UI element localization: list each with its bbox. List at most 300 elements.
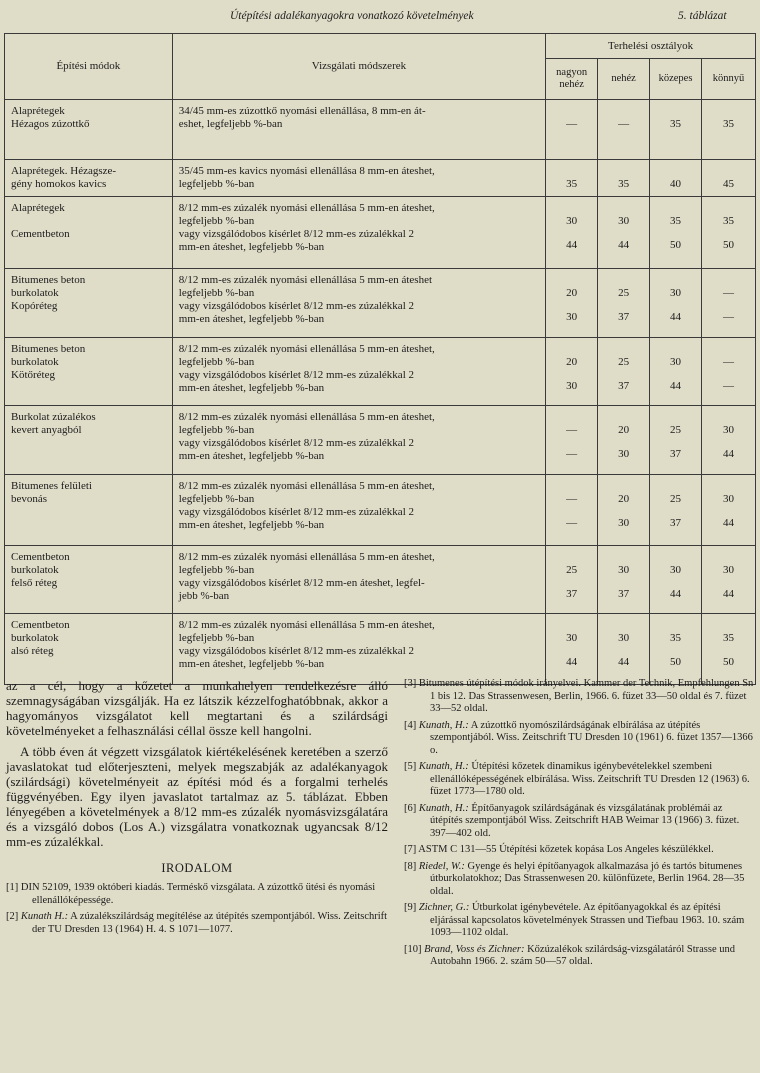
mode-line: Hézagos zúzottkő — [11, 118, 90, 130]
value: 30 — [566, 215, 578, 227]
method-line: legfeljebb %-ban — [178, 215, 255, 227]
spacer — [702, 551, 755, 564]
spacer — [546, 165, 597, 178]
method-line: vagy vizsgálódobos kísérlet 8/12 mm-es zúzalékkal 2 — [178, 506, 414, 518]
value: — — [618, 118, 630, 130]
value: 30 — [670, 356, 681, 368]
value-cell — [701, 338, 755, 406]
value-cell — [598, 160, 650, 197]
construction-mode-cell — [5, 338, 173, 406]
table-row — [5, 100, 756, 160]
test-method-cell — [172, 100, 545, 160]
method-line: 8/12 mm-es zúzalék nyomási ellenállása 5 mm-en áteshet, — [178, 551, 435, 563]
references-left — [6, 882, 388, 936]
method-line: legfeljebb %-ban — [178, 287, 255, 299]
reference-number: [1] — [6, 882, 19, 893]
method-line: vagy vizsgálódobos kísérlet 8/12 mm-es zúzalékkal 2 — [178, 369, 414, 381]
spacer — [598, 228, 649, 239]
value-cell — [598, 614, 650, 685]
reference-item — [404, 944, 754, 969]
value-cell — [598, 338, 650, 406]
load-class-header: nagyon nehéz — [546, 59, 598, 100]
value: 44 — [618, 239, 630, 251]
value: 30 — [618, 632, 630, 644]
method-line: mm-en áteshet, legfeljebb %-ban — [178, 658, 325, 670]
spacer — [650, 343, 701, 356]
value: 37 — [670, 517, 681, 529]
value: 20 — [566, 356, 578, 368]
spacer — [650, 369, 701, 380]
spacer — [546, 369, 597, 380]
value: 44 — [670, 380, 681, 392]
mode-line: burkolatok — [11, 632, 59, 644]
spacer — [650, 645, 701, 656]
value: — — [722, 287, 734, 299]
value: 37 — [618, 311, 630, 323]
spacer — [702, 411, 755, 424]
spacer — [650, 577, 701, 588]
reference-item — [404, 761, 754, 799]
value: 30 — [722, 493, 734, 505]
method-line: legfeljebb %-ban — [178, 632, 255, 644]
spacer — [702, 577, 755, 588]
method-line: 8/12 mm-es zúzalék nyomási ellenállása 5 mm-en áteshet, — [178, 619, 435, 631]
value-cell — [546, 160, 598, 197]
reference-number: [4] — [404, 719, 417, 731]
paragraph: A több éven át végzett vizsgálatok kiértékelésének keretében a szerző javaslatokat tud előterjeszteni, melyek megszabják az adalékanyagok (szilárdsági) követelményeit az építési mód és a forgalmi terhelés függvényében. Egy ilyen javaslatot tartalmaz az 5. táblázat. Ebben lényegében a követelmények a 8/12 mm-es zúzalék nyomásvizsgálatára és a vizsgáló dobos (Los A.) vizsgálatra vonatkoznak ugyancsak 8/12 mm-es zúzalékkal. — [6, 744, 388, 849]
value-cell — [598, 475, 650, 546]
value: 37 — [670, 448, 681, 460]
value-cell — [546, 614, 598, 685]
table-row — [5, 475, 756, 546]
spacer — [546, 105, 597, 118]
references-right — [404, 678, 754, 973]
value-cell — [598, 269, 650, 338]
spacer — [546, 228, 597, 239]
spacer — [702, 300, 755, 311]
value: 20 — [618, 493, 630, 505]
mode-line: burkolatok — [11, 356, 59, 368]
value: 45 — [722, 178, 734, 190]
value: 35 — [670, 118, 681, 130]
value-cell — [650, 269, 702, 338]
value: 35 — [722, 632, 734, 644]
value: — — [722, 380, 734, 392]
value-cell — [546, 546, 598, 614]
reference-text: DIN 52109, 1939 októberi kiadás. Terméskő vizsgálata. A zúzottkő ütési és nyomási ellenállóképessége. — [20, 882, 376, 906]
value-cell — [701, 406, 755, 475]
value: 44 — [566, 239, 578, 251]
method-line: vagy vizsgálódobos kísérlet 8/12 mm-es zúzalékkal 2 — [178, 228, 414, 240]
reference-text: Építőanyagok szilárdságának és vizsgálatának problémái az útépítés szempontjából Wiss. Zeitschrift HAB Weimar 13 (1966) 3. füzet. 397—402 old. — [430, 802, 740, 839]
spacer — [650, 165, 701, 178]
reference-item — [6, 911, 388, 936]
method-line: 8/12 mm-es zúzalék nyomási ellenállása 5 mm-en áteshet, — [178, 202, 435, 214]
construction-mode-cell — [5, 100, 173, 160]
reference-number: [6] — [404, 802, 417, 814]
spacer — [650, 619, 701, 632]
method-line: mm-en áteshet, legfeljebb %-ban — [178, 313, 325, 325]
reference-number: [10] — [404, 943, 422, 955]
left-column — [6, 678, 388, 940]
table-row — [5, 338, 756, 406]
spacer — [702, 619, 755, 632]
mode-line — [11, 215, 168, 228]
value: 35 — [670, 215, 681, 227]
test-method-cell — [172, 160, 545, 197]
method-line: 34/45 mm-es zúzottkő nyomási ellenállása, 8 mm-en át- — [178, 105, 426, 117]
value: 35 — [722, 215, 734, 227]
value: 44 — [722, 517, 734, 529]
reference-item — [404, 844, 754, 857]
spacer — [546, 411, 597, 424]
method-line: legfeljebb %-ban — [178, 356, 255, 368]
value-cell — [650, 100, 702, 160]
value: 50 — [670, 239, 681, 251]
spacer — [650, 506, 701, 517]
value: 44 — [618, 656, 630, 668]
value-cell — [701, 269, 755, 338]
spacer — [650, 437, 701, 448]
value: 44 — [670, 311, 681, 323]
method-line: 8/12 mm-es zúzalék nyomási ellenállása 5 mm-en áteshet — [178, 274, 433, 286]
reference-number: [3] — [404, 678, 417, 689]
construction-mode-cell — [5, 546, 173, 614]
method-line: 8/12 mm-es zúzalék nyomási ellenállása 5 mm-en áteshet, — [178, 480, 435, 492]
spacer — [598, 645, 649, 656]
method-line: legfeljebb %-ban — [178, 493, 255, 505]
spacer — [702, 506, 755, 517]
mode-line: burkolatok — [11, 564, 59, 576]
method-line: legfeljebb %-ban — [178, 564, 255, 576]
mode-line: Burkolat zúzalékos — [11, 411, 96, 423]
method-line: 8/12 mm-es zúzalék nyomási ellenállása 5 mm-en áteshet, — [178, 343, 435, 355]
test-method-cell — [172, 406, 545, 475]
test-method-cell — [172, 475, 545, 546]
value: 50 — [670, 656, 681, 668]
spacer — [546, 343, 597, 356]
spacer — [546, 645, 597, 656]
table-caption: Útépítési adalékanyagokra vonatkozó követelmények — [230, 10, 474, 22]
value-cell — [701, 475, 755, 546]
mode-line: Alaprétegek — [11, 202, 65, 214]
spacer — [546, 274, 597, 287]
mode-line: gény homokos kavics — [11, 178, 107, 190]
reference-text: Gyenge és helyi építőanyagok alkalmazása jó és tartós bitumenes útburkolatokhoz; Das Strassenwesen 20. különfüzete, Berlin 1964. 28—35 oldal. — [430, 860, 745, 897]
references-heading: IRODALOM — [161, 861, 233, 875]
spacer — [650, 228, 701, 239]
table-row — [5, 406, 756, 475]
mode-line: Bitumenes beton — [11, 343, 86, 355]
value: 25 — [670, 493, 681, 505]
spacer — [546, 202, 597, 215]
construction-mode-cell — [5, 475, 173, 546]
value: — — [566, 424, 578, 436]
method-line: vagy vizsgálódobos kísérlet 8/12 mm-es zúzalékkal 2 — [178, 300, 414, 312]
value: 44 — [722, 588, 734, 600]
construction-mode-cell — [5, 406, 173, 475]
value: 30 — [670, 287, 681, 299]
value: 25 — [566, 564, 578, 576]
load-class-header: nehéz — [598, 59, 650, 100]
value: 25 — [670, 424, 681, 436]
value-cell — [546, 338, 598, 406]
value: 44 — [566, 656, 578, 668]
spacer — [598, 480, 649, 493]
method-line: jebb %-ban — [178, 590, 230, 602]
value-cell — [598, 100, 650, 160]
reference-author: Kunath, H.: — [418, 719, 469, 731]
spacer — [546, 506, 597, 517]
test-method-cell — [172, 546, 545, 614]
value-cell — [650, 406, 702, 475]
value: 30 — [670, 564, 681, 576]
value: 30 — [618, 215, 630, 227]
spacer — [598, 369, 649, 380]
spacer — [546, 480, 597, 493]
value-cell — [650, 546, 702, 614]
requirements-table — [4, 33, 756, 685]
table-row — [5, 197, 756, 269]
spacer — [546, 577, 597, 588]
spacer — [598, 300, 649, 311]
value-cell — [598, 406, 650, 475]
construction-mode-cell — [5, 197, 173, 269]
spacer — [702, 645, 755, 656]
value-cell — [701, 614, 755, 685]
method-line: legfeljebb %-ban — [178, 178, 255, 190]
mode-line: Bitumenes felületi — [11, 480, 92, 492]
page-header — [0, 10, 760, 30]
method-line: legfeljebb %-ban — [178, 424, 255, 436]
spacer — [650, 300, 701, 311]
col-header-load: Terhelési osztályok — [546, 34, 756, 59]
method-line: 35/45 mm-es kavics nyomási ellenállása 8 mm-en áteshet, — [178, 165, 435, 177]
reference-item — [6, 882, 388, 907]
spacer — [546, 551, 597, 564]
value: 37 — [618, 588, 630, 600]
method-line: mm-en áteshet, legfeljebb %-ban — [178, 519, 325, 531]
spacer — [598, 506, 649, 517]
value-cell — [598, 546, 650, 614]
load-class-header: könnyű — [701, 59, 755, 100]
value: 44 — [722, 448, 734, 460]
table-row — [5, 614, 756, 685]
table-row — [5, 546, 756, 614]
method-line: vagy vizsgálódobos kísérlet 8/12 mm-en áteshet, legfel- — [178, 577, 425, 589]
value-cell — [701, 160, 755, 197]
spacer — [598, 577, 649, 588]
value-cell — [650, 160, 702, 197]
reference-item — [404, 720, 754, 758]
value: 30 — [566, 311, 578, 323]
reference-text: Bitumenes útépítési módok irányelvei. Kammer der Technik, Empfehlungen Sn 1 bis 12. Das Strassenwesen, Berlin, 1966. 6. füzet 33—50 oldal és 7. füzet 33—52 oldal. — [418, 678, 754, 714]
spacer — [598, 619, 649, 632]
mode-line: Kopóréteg — [11, 300, 58, 312]
value: 20 — [566, 287, 578, 299]
col-header-method: Vizsgálati módszerek — [172, 34, 545, 100]
reference-item — [404, 861, 754, 899]
value-cell — [701, 546, 755, 614]
value: 30 — [566, 632, 578, 644]
value: 30 — [722, 424, 734, 436]
spacer — [702, 369, 755, 380]
method-line: mm-en áteshet, legfeljebb %-ban — [178, 382, 325, 394]
table-row — [5, 269, 756, 338]
spacer — [702, 437, 755, 448]
mode-line: burkolatok — [11, 287, 59, 299]
value: 35 — [566, 178, 578, 190]
spacer — [702, 202, 755, 215]
spacer — [598, 274, 649, 287]
value: 35 — [618, 178, 630, 190]
test-method-cell — [172, 338, 545, 406]
reference-author: Kunath, H.: — [418, 802, 469, 814]
value-cell — [598, 197, 650, 269]
value-cell — [546, 197, 598, 269]
spacer — [650, 274, 701, 287]
reference-item — [404, 678, 754, 716]
spacer — [598, 202, 649, 215]
test-method-cell — [172, 197, 545, 269]
reference-author: Kunath H.: — [20, 911, 69, 922]
value: 20 — [618, 424, 630, 436]
value-cell — [701, 197, 755, 269]
reference-text: A zúzalékszilárdság megítélése az útépítés szempontjából. Wiss. Zeitschrift der TU Dresden 13 (1964) H. 4. S 1071—1077. — [32, 911, 388, 935]
spacer — [702, 228, 755, 239]
reference-text: A zúzottkő nyomószilárdságának elbírálása az útépítés szempontjából. Wiss. Zeitschrift TU Dresden 10 (1961) 6. füzet 1357—1366 o. — [430, 719, 753, 756]
spacer — [546, 619, 597, 632]
test-method-cell — [172, 614, 545, 685]
paragraph: az a cél, hogy a kőzetet a munkahelyen rendelkezésre álló szemnagyságában vizsgálják. Ha ez látszik kézzelfoghatóbbnak, akkor a hagyományos vizsgálatot kell megtartani és a szilárdsági követelményeket a felhasználási céllal össze kell hangolni. — [6, 678, 388, 738]
construction-mode-cell — [5, 614, 173, 685]
reference-text: Útépítési kőzetek dinamikus igénybevételekkel szembeni ellenállóképességének elbírálása. Wiss. Zeitschrift TU Dresden 12 (1963) 6. füzet 1773—1780 old. — [430, 761, 750, 797]
spacer — [650, 551, 701, 564]
value: 44 — [670, 588, 681, 600]
mode-line: felső réteg — [11, 577, 58, 589]
method-line: vagy vizsgálódobos kísérlet 8/12 mm-es zúzalékkal 2 — [178, 645, 414, 657]
value: 25 — [618, 287, 630, 299]
value: 37 — [618, 380, 630, 392]
mode-line: Cementbeton — [11, 551, 70, 563]
reference-author: Brand, Voss és Zichner: — [424, 943, 525, 955]
spacer — [598, 105, 649, 118]
reference-author: Zichner, G.: — [418, 902, 470, 913]
table-number: 5. táblázat — [678, 10, 727, 22]
value: 40 — [670, 178, 681, 190]
spacer — [702, 274, 755, 287]
value-cell — [650, 614, 702, 685]
value: 30 — [722, 564, 734, 576]
spacer — [702, 343, 755, 356]
reference-author: Kunath, H.: — [418, 761, 469, 772]
value: 35 — [722, 118, 734, 130]
reference-number: [2] — [6, 911, 19, 922]
reference-number: [9] — [404, 902, 417, 913]
reference-number: [5] — [404, 761, 417, 772]
value: 30 — [566, 380, 578, 392]
spacer — [546, 437, 597, 448]
mode-line: kevert anyagból — [11, 424, 82, 436]
spacer — [546, 300, 597, 311]
reference-number: [8] — [404, 860, 417, 872]
value: — — [566, 493, 578, 505]
reference-text: ASTM C 131—55 Útépítési kőzetek kopása Los Angeles készülékkel. — [418, 844, 714, 855]
reference-text: Útburkolat igénybevétele. Az építőanyagokkal és az építési eljárással kapcsolatos követelmények Strassen und Tiefbau 1963. 10. szám 1093—1102 oldal. — [430, 902, 745, 938]
value: 30 — [618, 448, 630, 460]
table-row — [5, 160, 756, 197]
construction-mode-cell — [5, 269, 173, 338]
construction-mode-cell — [5, 160, 173, 197]
mode-line: bevonás — [11, 493, 48, 505]
value-cell — [546, 100, 598, 160]
value: 50 — [722, 239, 734, 251]
value-cell — [650, 475, 702, 546]
spacer — [702, 480, 755, 493]
spacer — [650, 480, 701, 493]
value: — — [722, 311, 734, 323]
reference-text: Kőzúzalékok szilárdság-vizsgálatáról Strasse und Autobahn 1966. 2. szám 50—57 oldal. — [430, 943, 735, 967]
value: 25 — [618, 356, 630, 368]
value: — — [722, 356, 734, 368]
spacer — [598, 165, 649, 178]
reference-number: [7] — [404, 844, 417, 855]
mode-line: alsó réteg — [11, 645, 54, 657]
spacer — [598, 551, 649, 564]
spacer — [598, 437, 649, 448]
method-line: vagy vizsgálódobos kísérlet 8/12 mm-es zúzalékkal 2 — [178, 437, 414, 449]
value-cell — [546, 406, 598, 475]
method-line: eshet, legfeljebb %-ban — [178, 118, 283, 130]
test-method-cell — [172, 269, 545, 338]
value: 30 — [618, 517, 630, 529]
mode-line: Alaprétegek. Hézagsze- — [11, 165, 117, 177]
method-line: 8/12 mm-es zúzalék nyomási ellenállása 5 mm-en áteshet, — [178, 411, 435, 423]
value: — — [566, 517, 578, 529]
mode-line: Kötőréteg — [11, 369, 55, 381]
value: — — [566, 118, 578, 130]
value: — — [566, 448, 578, 460]
load-class-header: közepes — [650, 59, 702, 100]
value: 37 — [566, 588, 578, 600]
mode-line: Alaprétegek — [11, 105, 65, 117]
reference-item — [404, 803, 754, 841]
col-header-mode: Építési módok — [5, 34, 173, 100]
value-cell — [701, 100, 755, 160]
reference-author: Riedel, W.: — [418, 860, 465, 872]
spacer — [598, 343, 649, 356]
value-cell — [650, 338, 702, 406]
mode-line: Cementbeton — [11, 619, 70, 631]
mode-line: Bitumenes beton — [11, 274, 86, 286]
value: 35 — [670, 632, 681, 644]
spacer — [598, 411, 649, 424]
value: 50 — [722, 656, 734, 668]
method-line: mm-en áteshet, legfeljebb %-ban — [178, 450, 325, 462]
reference-item — [404, 902, 754, 940]
spacer — [650, 105, 701, 118]
spacer — [702, 165, 755, 178]
spacer — [650, 411, 701, 424]
value: 30 — [618, 564, 630, 576]
value-cell — [546, 475, 598, 546]
spacer — [650, 202, 701, 215]
value-cell — [650, 197, 702, 269]
spacer — [702, 105, 755, 118]
method-line: mm-en áteshet, legfeljebb %-ban — [178, 241, 325, 253]
mode-line: Cementbeton — [11, 228, 70, 240]
value-cell — [546, 269, 598, 338]
